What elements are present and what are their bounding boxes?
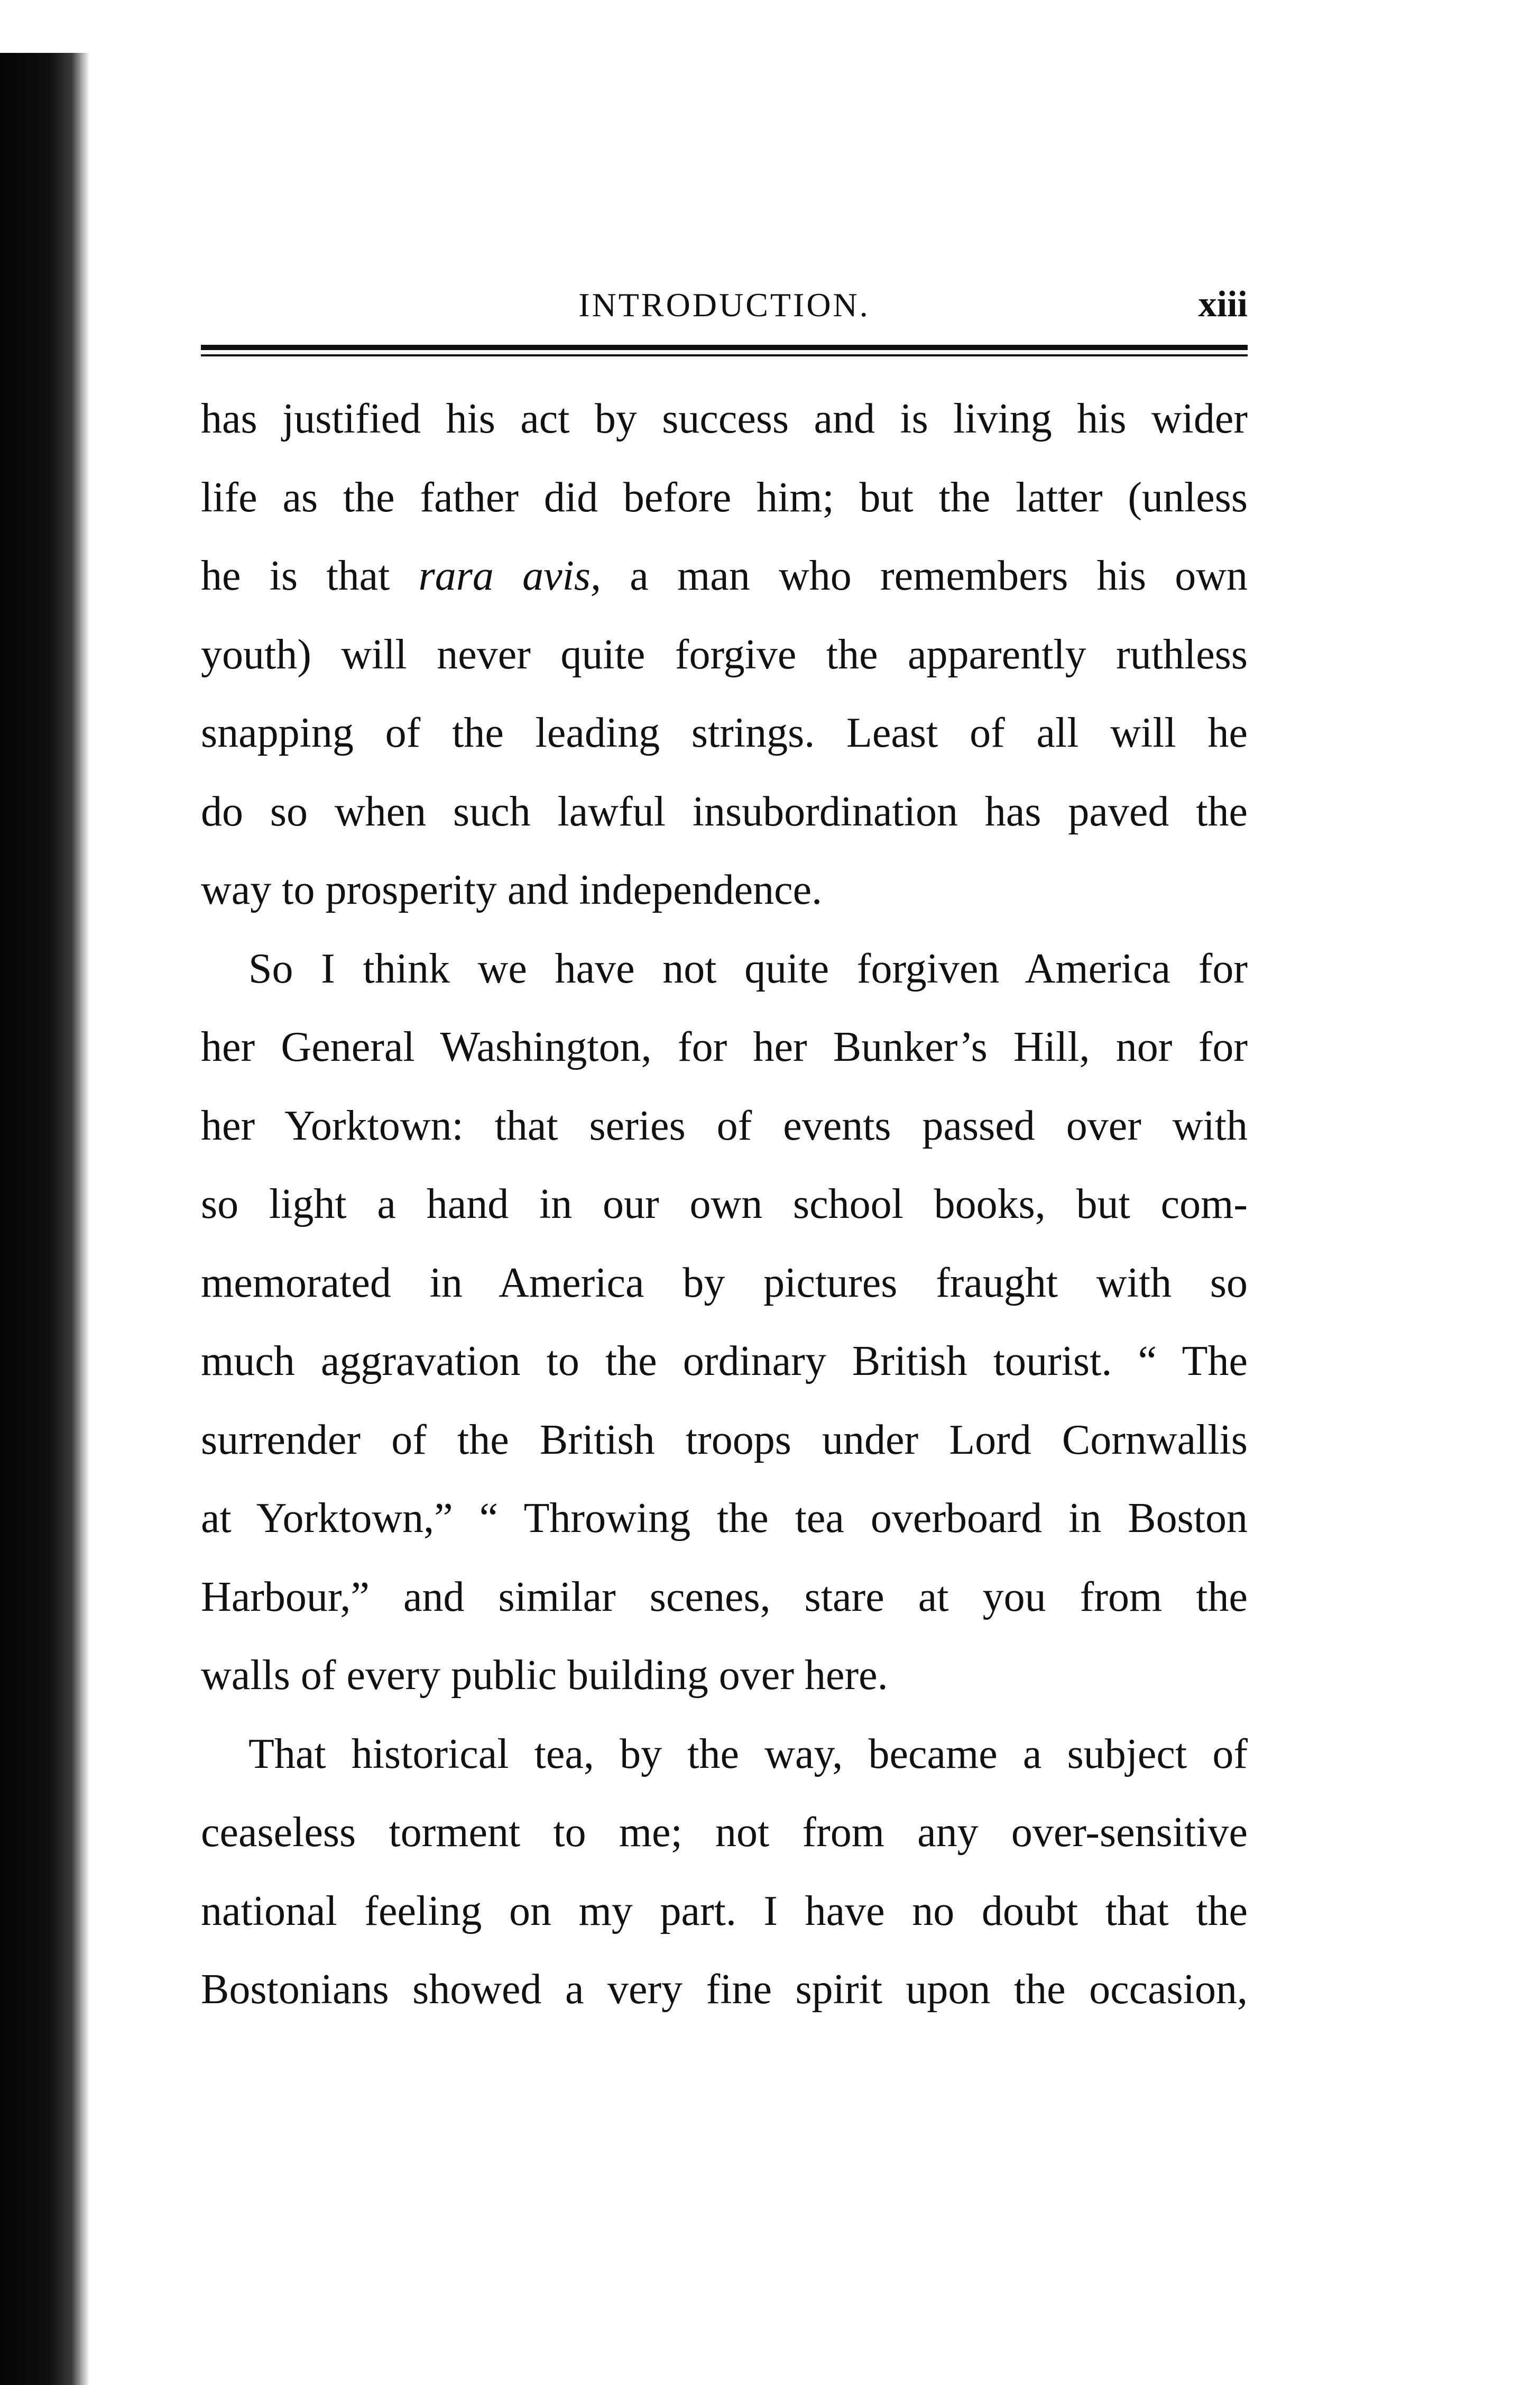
text-line: has justified his act by success and is living his wider [201,396,1248,442]
text-line: her General Washington, for her Bunker’s Hill, nor for [201,1024,1248,1070]
text-line: ceaseless torment to me; not from any over-sensitive [201,1809,1248,1856]
text-line: That historical tea, by the way, became a subject of [248,1730,1248,1777]
header-rule-thick [201,345,1248,350]
page-number: xiii [1198,284,1248,325]
page-binding-edge [0,53,90,2385]
text-line: youth) will never quite forgive the apparently ruthless [201,631,1248,678]
text-line: her Yorktown: that series of events passed over with [201,1102,1248,1149]
text-run: he is that [201,553,419,599]
text-line: much aggravation to the ordinary British tourist. “ The [201,1338,1248,1384]
italic-phrase: rara avis, [418,553,601,599]
text-run: a man who remembers his own [601,553,1248,599]
text-line: at Yorktown,” “ Throwing the tea overboard in Boston [201,1495,1248,1542]
text-line: memorated in America by pictures fraught with so [201,1259,1248,1306]
text-line: so light a hand in our own school books, but com- [201,1181,1248,1227]
text-line: So I think we have not quite forgiven America for [248,945,1248,992]
header-rule-thin [201,354,1248,356]
text-line: life as the father did before him; but the latter (unless [201,474,1248,521]
text-line [201,537,1248,616]
text-line: do so when such lawful insubordination has paved the [201,788,1248,835]
text-line: Harbour,” and similar scenes, stare at you from the [201,1573,1248,1620]
text-line: snapping of the leading strings. Least of all will he [201,710,1248,756]
text-line: Bostonians showed a very fine spirit upon the occasion, [201,1966,1248,2013]
running-title: INTRODUCTION. [578,286,870,324]
text-line: walls of every public building over here. [201,1652,888,1699]
running-header [201,275,1248,338]
text-line: surrender of the British troops under Lord Cornwallis [201,1416,1248,1463]
text-line: national feeling on my part. I have no doubt that the [201,1887,1248,1934]
body-text [201,380,1248,2029]
text-line: way to prosperity and independence. [201,867,823,913]
